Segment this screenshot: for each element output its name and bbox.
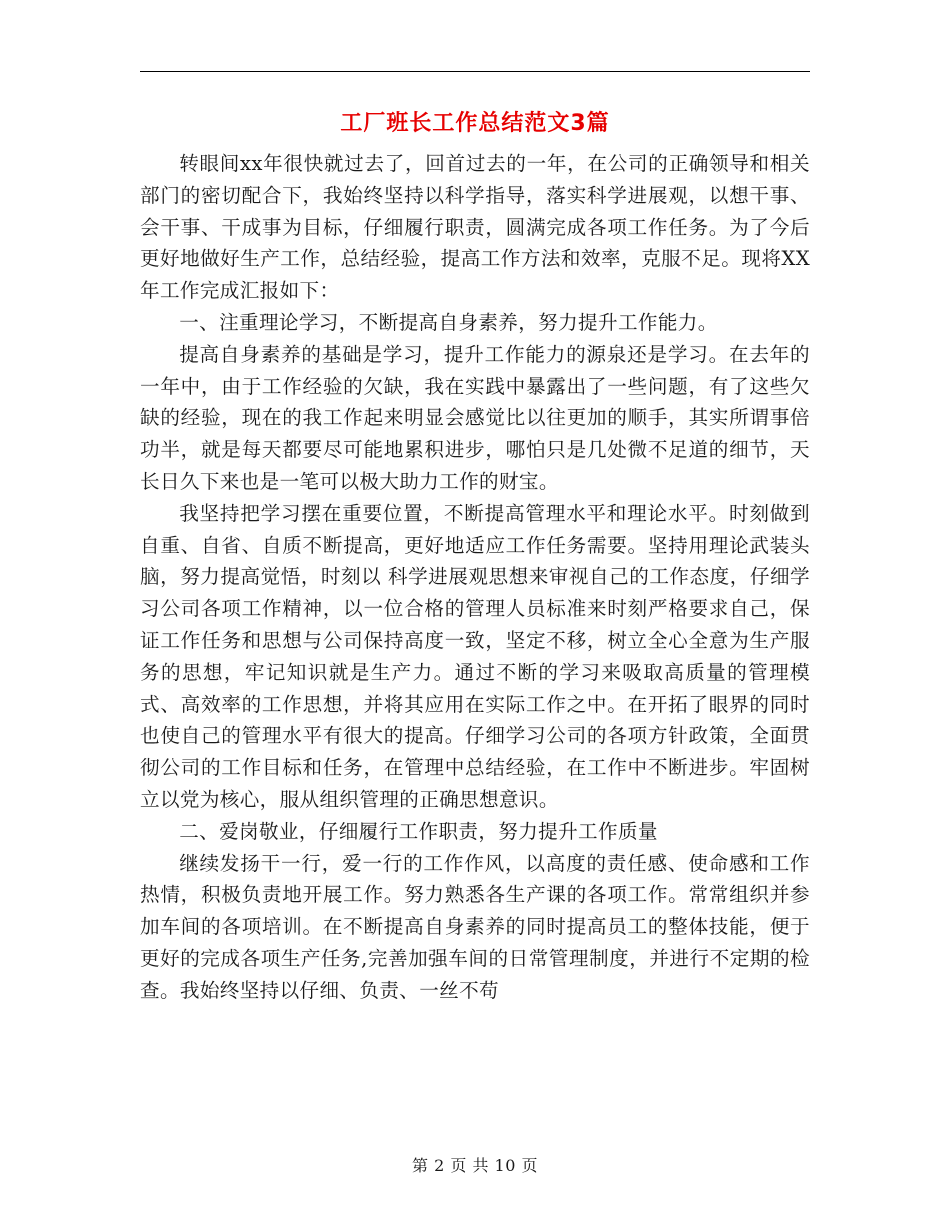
section-heading-1: 一、注重理论学习，不断提高自身素养，努力提升工作能力。 xyxy=(179,310,718,334)
document-body xyxy=(140,148,810,1007)
paragraph-study-foundation: 提高自身素养的基础是学习，提升工作能力的源泉还是学习。在去年的一年中，由于工作经验的欠缺，我在实践中暴露出了一些问题，有了这些欠缺的经验，现在的我工作起来明显会感觉比以往更加的顺手，其实所谓事倍功半，就是每天都要尽可能地累积进步，哪怕只是几处微不足道的细节，天长日久下来也是一笔可以极大助力工作的财宝。 xyxy=(140,342,810,493)
page-footer: 第 2 页 共 10 页 xyxy=(412,1156,538,1175)
section-heading-2: 二、爱岗敬业，仔细履行工作职责，努力提升工作质量 xyxy=(179,819,658,843)
document-title: 工厂班长工作总结范文3篇 xyxy=(340,111,610,136)
paragraph-intro: 转眼间xx年很快就过去了，回首过去的一年，在公司的正确领导和相关部门的密切配合下，我始终坚持以科学指导，落实科学进展观，以想干事、会干事、干成事为目标，仔细履行职责，圆满完成各项工作任务。为了今后更好地做好生产工作，总结经验，提高工作方法和效率，克服不足。现将XX年工作完成汇报如下： xyxy=(140,152,810,303)
paragraph-study-priority: 我坚持把学习摆在重要位置，不断提高管理水平和理论水平。时刻做到自重、自省、自质不断提高，更好地适应工作任务需要。坚持用理论武装头脑，努力提高觉悟，时刻以 科学进展观思想来审视自己的工作态度，仔细学习公司各项工作精神，以一位合格的管理人员标准来时刻严格要求自己，保证工作任务和思想与公司保持高度一致，坚定不移，树立全心全意为生产服务的思想，牢记知识就是生产力。通过不断的学习来吸取高质量的管理模式、高效率的工作思想，并将其应用在实际工作之中。在开拓了眼界的同时也使自己的管理水平有很大的提高。仔细学习公司的各项方针政策，全面贯彻公司的工作目标和任务，在管理中总结经验，在工作中不断进步。牢固树立以党为核心，服从组织管理的正确思想意识。 xyxy=(140,501,810,811)
paragraph-work-ethic: 继续发扬干一行，爱一行的工作作风，以高度的责任感、使命感和工作热情，积极负责地开展工作。努力熟悉各生产课的各项工作。常常组织并参加车间的各项培训。在不断提高自身素养的同时提高员工的整体技能，便于更好的完成各项生产任务,完善加强车间的日常管理制度，并进行不定期的检查。我始终坚持以仔细、负责、一丝不苟 xyxy=(140,851,810,1002)
header-rule xyxy=(140,71,810,72)
